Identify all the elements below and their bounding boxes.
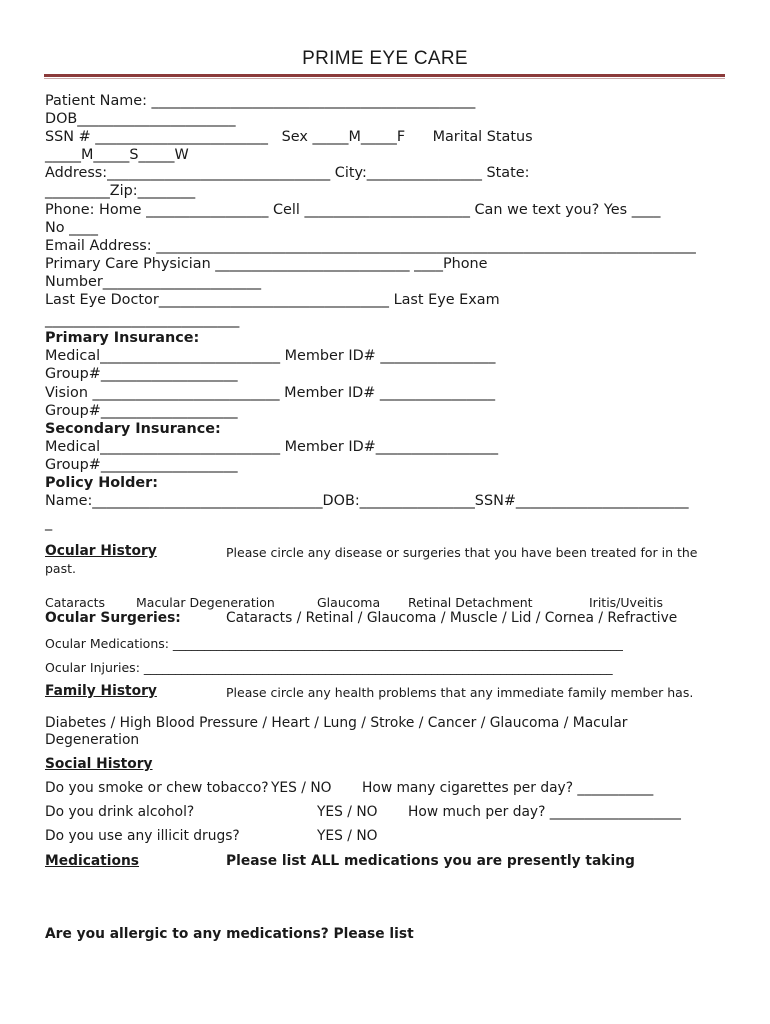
ocular-surgeries-options[interactable]: Cataracts / Retinal / Glaucoma / Muscle / Lid / Cornea / Refractive xyxy=(226,610,678,626)
ocular-medications-field[interactable]: Ocular Medications: ________________________________________________________________________ xyxy=(45,636,623,651)
primary-insurance-heading: Primary Insurance: xyxy=(45,330,200,347)
alcohol-answer[interactable]: YES / NO xyxy=(317,804,378,820)
secondary-insurance-heading: Secondary Insurance: xyxy=(45,420,221,437)
marital-status-field[interactable]: _____M_____S_____W xyxy=(45,147,189,164)
primary-vision-group-field[interactable]: Group#___________________ xyxy=(45,402,238,419)
disease-cataracts[interactable]: Cataracts xyxy=(45,595,106,610)
family-history-heading: Family History xyxy=(45,683,157,699)
phone-field[interactable]: Phone: Home _________________ Cell _______________________ Can we text you? Yes ____ xyxy=(45,201,661,218)
cigarettes-field[interactable]: How many cigarettes per day? ___________ xyxy=(362,780,654,796)
page-title: PRIME EYE CARE xyxy=(302,48,468,69)
family-history-instruction: Please circle any health problems that any immediate family member has. xyxy=(226,685,694,700)
family-history-options[interactable]: Diabetes / High Blood Pressure / Heart / Lung / Stroke / Cancer / Glaucoma / Macular xyxy=(45,715,628,731)
ocular-history-instruction-cont: past. xyxy=(45,561,76,576)
title-rule-thin xyxy=(44,78,725,79)
allergy-question: Are you allergic to any medications? Please list xyxy=(45,926,414,942)
email-field[interactable]: Email Address: ___________________________________________________________________________ xyxy=(45,237,696,254)
disease-glaucoma[interactable]: Glaucoma xyxy=(317,595,381,610)
drugs-question: Do you use any illicit drugs? xyxy=(45,828,240,844)
policy-holder-field[interactable]: Name:________________________________DOB:________________SSN#________________________ xyxy=(45,493,689,510)
patient-info-section xyxy=(45,92,725,532)
disease-iritis-uveitis[interactable]: Iritis/Uveitis xyxy=(589,595,663,610)
zip-field[interactable]: _________Zip:________ xyxy=(45,183,196,200)
ocular-history-heading: Ocular History xyxy=(45,543,157,559)
title-rule xyxy=(44,74,725,77)
tobacco-answer[interactable]: YES / NO xyxy=(271,780,332,796)
disease-macular-degeneration[interactable]: Macular Degeneration xyxy=(136,595,275,610)
patient-name-field[interactable]: Patient Name: _____________________________________________ xyxy=(45,93,476,109)
dob-field[interactable]: DOB______________________ xyxy=(45,111,236,128)
alcohol-amount-field[interactable]: How much per day? ___________________ xyxy=(408,804,681,820)
ocular-injuries-field[interactable]: Ocular Injuries: ___________________________________________________________________________ xyxy=(45,660,613,675)
ocular-surgeries-label: Ocular Surgeries: xyxy=(45,610,181,626)
last-eye-exam-blank[interactable]: ___________________________ xyxy=(45,312,240,329)
family-history-options-cont[interactable]: Degeneration xyxy=(45,732,140,748)
primary-vision-field[interactable]: Vision __________________________ Member ID# ________________ xyxy=(45,384,496,401)
tobacco-question: Do you smoke or chew tobacco? xyxy=(45,780,269,796)
ocular-history-instruction: Please circle any disease or surgeries that you have been treated for in the xyxy=(226,545,698,560)
primary-medical-field[interactable]: Medical_________________________ Member ID# ________________ xyxy=(45,348,496,365)
last-eye-doctor-field[interactable]: Last Eye Doctor________________________________ Last Eye Exam xyxy=(45,292,500,309)
pcp-field[interactable]: Primary Care Physician ___________________________ ____Phone xyxy=(45,255,488,272)
text-no-field[interactable]: No ____ xyxy=(45,219,98,236)
secondary-group-field[interactable]: Group#___________________ xyxy=(45,456,238,473)
address-field[interactable]: Address:_______________________________ City:________________ State: xyxy=(45,165,530,182)
primary-medical-group-field[interactable]: Group#___________________ xyxy=(45,366,238,383)
medications-heading: Medications xyxy=(45,853,140,869)
medications-instruction: Please list ALL medications you are presently taking xyxy=(226,853,635,869)
social-history-heading: Social History xyxy=(45,756,153,772)
drugs-answer[interactable]: YES / NO xyxy=(317,828,378,844)
alcohol-question: Do you drink alcohol? xyxy=(45,804,195,820)
pcp-number-field[interactable]: Number______________________ xyxy=(45,273,262,290)
policy-holder-trail: _ xyxy=(45,515,53,532)
policy-holder-heading: Policy Holder: xyxy=(45,474,158,491)
disease-retinal-detachment[interactable]: Retinal Detachment xyxy=(408,595,533,610)
secondary-medical-field[interactable]: Medical_________________________ Member ID#_________________ xyxy=(45,438,499,455)
ssn-sex-field[interactable]: SSN # ________________________ Sex _____M_____F Marital Status xyxy=(45,129,533,146)
